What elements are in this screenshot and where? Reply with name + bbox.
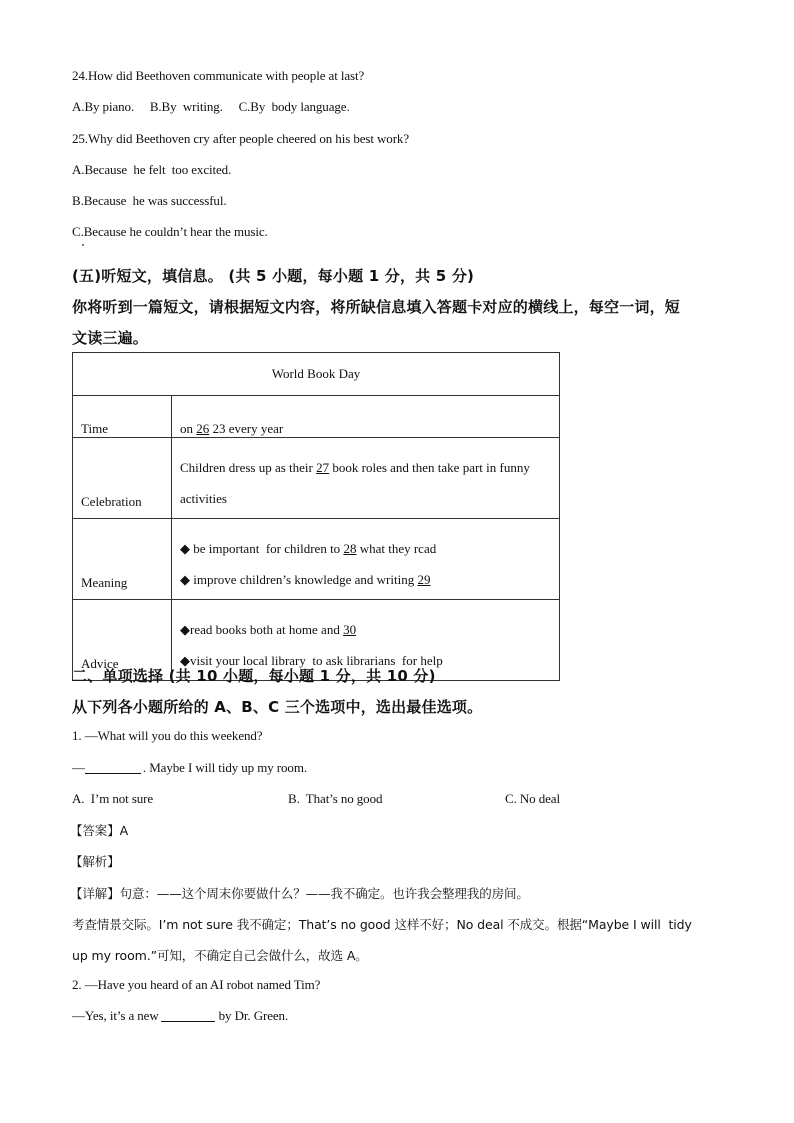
time-label: Time xyxy=(73,396,172,438)
part2-instruction: 从下列各小题所给的 A、B、C 三个选项中，选出最佳选项。 xyxy=(72,698,483,716)
blank-28: 28 xyxy=(343,541,357,556)
part2-heading: 二、单项选择 (共 10 小题，每小题 1 分，共 10 分) xyxy=(72,667,436,685)
blank-29: 29 xyxy=(417,572,431,587)
q2-question: 2. —Have you heard of an AI robot named Tim? xyxy=(72,977,321,992)
celebration-value: Children dress up as their 27 book roles and then take part in funny activities xyxy=(172,438,560,519)
blank-30: 30 xyxy=(343,622,357,637)
blank-26: 26 xyxy=(196,421,210,436)
stray-dot xyxy=(82,244,84,246)
q25-option-b: B.Because he was successful. xyxy=(72,193,227,208)
q25-option-c: C.Because he couldn’t hear the music. xyxy=(72,224,268,239)
celebration-label: Celebration xyxy=(73,438,172,519)
world-book-day-table xyxy=(72,352,560,681)
table-row-meaning xyxy=(73,519,560,600)
q1-explain-2: up my room.”可知，不确定自己会做什么，故选 A。 xyxy=(72,948,368,963)
q1-question: 1. —What will you do this weekend? xyxy=(72,728,263,743)
table-row-time xyxy=(73,396,560,438)
q1-option-c: C. No deal xyxy=(505,791,560,806)
table-row-celebration xyxy=(73,438,560,519)
table-title: World Book Day xyxy=(73,353,560,396)
q2-answer-line: —Yes, it’s a new by Dr. Green. xyxy=(72,1008,289,1023)
q24-options: A.By piano. B.By writing. C.By body language. xyxy=(72,99,350,114)
section5-instruction-1: 你将听到一篇短文，请根据短文内容，将所缺信息填入答题卡对应的横线上，每空一词，短 xyxy=(72,298,681,316)
q1-blank xyxy=(85,772,141,774)
q1-answer-tag: 【答案】A xyxy=(70,823,129,838)
section5-instruction-2: 文读三遍。 xyxy=(72,329,149,347)
q24-question: 24.How did Beethoven communicate with people at last? xyxy=(72,68,365,83)
q2-blank xyxy=(161,1020,215,1022)
q1-explain-1: 考查情景交际。I’m not sure 我不确定；That’s no good 这样不好；No deal 不成交。根据“Maybe I will tidy xyxy=(72,917,692,932)
q1-option-b: B. That’s no good xyxy=(288,791,383,806)
q25-option-a: A.Because he felt too excited. xyxy=(72,162,232,177)
meaning-label: Meaning xyxy=(73,519,172,600)
advice-label: Advice xyxy=(73,600,172,681)
advice-value: ◆read books both at home and 30 ◆visit your local library to ask librarians for help xyxy=(172,600,560,681)
blank-27: 27 xyxy=(316,460,330,475)
q25-question: 25.Why did Beethoven cry after people cheered on his best work? xyxy=(72,131,409,146)
section5-heading: (五)听短文，填信息。 (共 5 小题，每小题 1 分，共 5 分) xyxy=(72,267,475,285)
q1-option-a: A. I’m not sure xyxy=(72,791,154,806)
q1-analysis-tag: 【解析】 xyxy=(70,854,120,869)
time-value: on 26 23 every year xyxy=(172,396,560,438)
q1-detail: 【详解】句意：——这个周末你要做什么？——我不确定。也许我会整理我的房间。 xyxy=(70,886,529,901)
meaning-value: ◆ be important for children to 28 what they rcad ◆ improve children’s knowledge and writing 29 xyxy=(172,519,560,600)
q1-answer-line: — . Maybe I will tidy up my room. xyxy=(72,760,307,775)
